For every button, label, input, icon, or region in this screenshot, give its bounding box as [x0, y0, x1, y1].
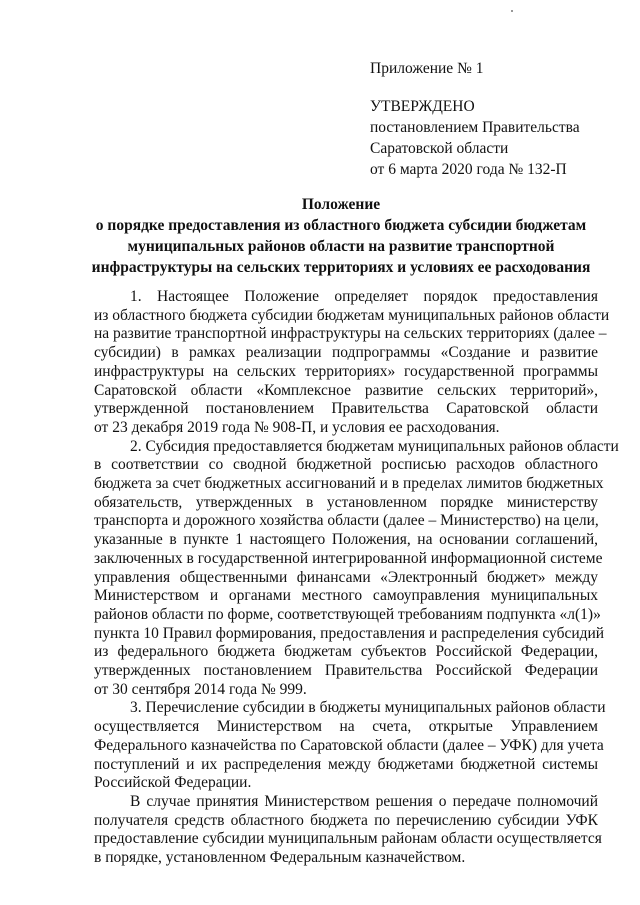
paragraph-line: обязательств, утвержденных в установленном порядке министерству [94, 493, 598, 511]
paragraph-line: субсидии) в рамках реализации подпрограммы «Создание и развитие [94, 344, 598, 362]
paragraph-line: от 23 декабря 2019 года № 908-П, и условия ее расходования. [94, 418, 500, 436]
paragraph-line: из федерального бюджета бюджетам субъектов Российской Федерации, [94, 643, 598, 661]
title-line: муниципальных районов области на развитие транспортной [127, 238, 555, 255]
scan-speck [511, 10, 513, 12]
paragraph-line: 3. Перечисление субсидии в бюджеты муниципальных районов области [130, 699, 606, 717]
paragraph-line: поступлений и их распределения между бюджетами бюджетной системы [94, 755, 598, 773]
paragraph-line: Саратовской области «Комплексное развитие сельских территорий», [94, 381, 598, 399]
appendix-label: Приложение № 1 [370, 60, 484, 77]
document-title [60, 194, 622, 278]
approved-line: Саратовской области [370, 140, 509, 157]
body-paragraph [94, 792, 602, 868]
paragraph-line: заключенных в государственной интегрированной информационной системе [94, 549, 603, 567]
paragraph-line: Министерством и органами местного самоуправления муниципальных [94, 587, 598, 605]
paragraph-line: осуществляется Министерством на счета, открытые Управлением [94, 718, 598, 736]
body-paragraph [94, 288, 610, 438]
paragraph-line: управления общественными финансами «Электронный бюджет» между [94, 568, 598, 586]
paragraph-line: районов области по форме, соответствующей требованиям подпункта «л(1)» [94, 605, 601, 623]
paragraph-line: указанные в пункте 1 настоящего Положения, на основании соглашений, [94, 531, 598, 549]
paragraph-line: 2. Субсидия предоставляется бюджетам муниципальных районов области [130, 437, 619, 455]
paragraph-line: в порядке, установленном Федеральным казначейством. [94, 849, 466, 867]
approved-line: постановлением Правительства [370, 119, 580, 136]
body-paragraph [94, 699, 606, 793]
paragraph-line: транспорта и дорожного хозяйства области (далее – Министерство) на цели, [94, 512, 599, 530]
paragraph-line: утвержденной постановлением Правительства Саратовской области [94, 400, 598, 418]
approval-stamp [370, 96, 580, 180]
paragraph-line: Федерального казначейства по Саратовской области (далее – УФК) для учета [94, 736, 604, 754]
body-paragraph [94, 437, 619, 700]
paragraph-line: бюджета за счет бюджетных ассигнований и в пределах лимитов бюджетных [94, 475, 604, 493]
paragraph-line: от 30 сентября 2014 года № 999. [94, 680, 307, 698]
paragraph-line: В случае принятия Министерством решения о передаче полномочий [130, 792, 598, 810]
paragraph-line: из областного бюджета субсидии бюджетам муниципальных районов области [94, 306, 610, 324]
approved-heading: УТВЕРЖДЕНО [370, 98, 475, 115]
title-line: Положение [301, 196, 381, 213]
paragraph-line: в соответствии со сводной бюджетной росписью расходов областного [94, 456, 598, 474]
paragraph-line: пункта 10 Правил формирования, предоставления и распределения субсидий [94, 624, 605, 642]
paragraph-line: на развитие транспортной инфраструктуры на сельских территориях (далее – [94, 325, 607, 343]
paragraph-line: инфраструктуры на сельских территориях» государственной программы [94, 362, 598, 380]
paragraph-line: получателя средств областного бюджета по перечислению субсидии УФК [94, 811, 598, 829]
paragraph-line: утвержденных постановлением Правительства Российской Федерации [94, 662, 598, 680]
paragraph-line: предоставление субсидии муниципальным районам области осуществляется [94, 830, 602, 848]
paragraph-line: Российской Федерации. [94, 774, 252, 792]
paragraph-line: 1. Настоящее Положение определяет порядок предоставления [130, 288, 598, 305]
document-body [94, 288, 619, 868]
title-line: о порядке предоставления из областного бюджета субсидии бюджетам [95, 217, 587, 234]
approved-line: от 6 марта 2020 года № 132-П [370, 161, 567, 178]
title-line: инфраструктуры на сельских территориях и условиях ее расходования [91, 259, 591, 276]
